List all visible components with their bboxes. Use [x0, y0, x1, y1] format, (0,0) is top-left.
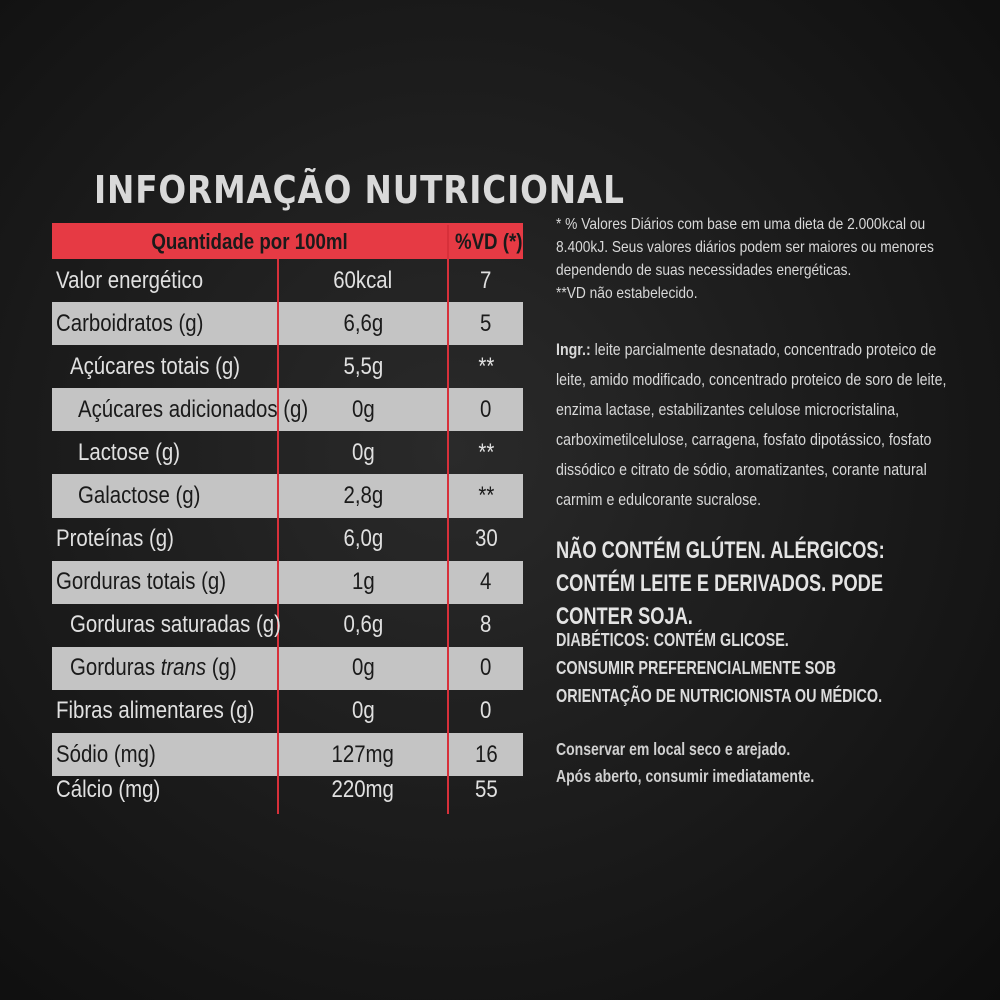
table-row	[52, 733, 523, 776]
nutrient-value: 0,6g	[278, 604, 448, 647]
allergen-warning	[556, 534, 956, 633]
diabetics-line-2: CONSUMIR PREFERENCIALMENTE SOB ORIENTAÇÃO DE NUTRICIONISTA OU MÉDICO.	[556, 658, 883, 706]
nutrient-vd: 7	[448, 259, 523, 302]
nutrient-name: Cálcio (mg)	[56, 776, 161, 804]
nutrient-name: Gorduras trans (g)	[52, 647, 278, 690]
nutrient-value: 2,8g	[278, 474, 448, 517]
table-row	[52, 388, 523, 431]
allergen-text: NÃO CONTÉM GLÚTEN. ALÉRGICOS: CONTÉM LEITE E DERIVADOS. PODE CONTER SOJA.	[556, 537, 885, 630]
ingredients-text: leite parcialmente desnatado, concentrado proteico de leite, amido modificado, concentrado proteico de soro de leite, enzima lactase, estabilizantes celulose microcristalina, carboximetilcelulose, carragena, fosfato dipotássico, fosfato dissódico e citrato de sódio, aromatizantes, corante natural carmim e edulcorante sucralose.	[556, 341, 947, 509]
storage-line-1: Conservar em local seco e arejado.	[556, 739, 791, 759]
table-row	[52, 647, 523, 690]
vd-footnote	[556, 213, 956, 305]
nutrition-title: INFORMAÇÃO NUTRICIONAL	[94, 168, 625, 212]
header-vd: %VD (*)	[448, 224, 523, 259]
nutrient-name: Lactose (g)	[78, 438, 181, 466]
nutrient-name: Gorduras totais (g)	[52, 561, 278, 604]
nutrient-value: 127mg	[278, 733, 448, 776]
nutrient-value: 60kcal	[278, 259, 448, 302]
nutrient-value: 5,5g	[278, 345, 448, 388]
nutrient-vd: **	[448, 345, 523, 388]
nutrient-name: Valor energético	[56, 266, 204, 294]
nutrition-table	[52, 223, 523, 814]
nutrient-name: Açúcares adicionados (g)	[52, 388, 278, 431]
nutrient-name: Sódio (mg)	[52, 733, 278, 776]
nutrient-vd: 16	[448, 733, 523, 776]
header-quantity: Quantidade por 100ml	[52, 224, 448, 259]
table-row	[52, 259, 523, 302]
nutrient-vd: 8	[448, 604, 523, 647]
nutrient-value: 220mg	[278, 776, 448, 814]
nutrient-name: Galactose (g)	[52, 474, 278, 517]
table-row	[52, 474, 523, 517]
table-row	[52, 776, 523, 814]
diabetics-warning	[556, 626, 956, 710]
table-row	[52, 561, 523, 604]
table-row	[52, 518, 523, 561]
nutrient-vd: **	[448, 431, 523, 474]
table-row	[52, 302, 523, 345]
nutrient-vd: 55	[448, 776, 523, 814]
nutrient-vd: 5	[448, 302, 523, 345]
table-row	[52, 431, 523, 474]
nutrient-name: Fibras alimentares (g)	[56, 697, 255, 725]
nutrient-value: 1g	[278, 561, 448, 604]
vd-note-text: * % Valores Diários com base em uma dieta de 2.000kcal ou 8.400kJ. Seus valores diários podem ser maiores ou menores dependendo de suas necessidades energéticas.	[556, 216, 934, 279]
nutrient-name: Carboidratos (g)	[52, 302, 278, 345]
storage-instructions	[556, 736, 956, 790]
nutrient-vd: **	[448, 474, 523, 517]
diabetics-line-1: DIABÉTICOS: CONTÉM GLICOSE.	[556, 630, 789, 650]
table-row	[52, 345, 523, 388]
table-row	[52, 690, 523, 733]
nutrient-value: 0g	[278, 647, 448, 690]
nutrient-name: Açúcares totais (g)	[70, 352, 241, 380]
nutrient-vd: 30	[448, 518, 523, 561]
nutrient-vd: 0	[448, 647, 523, 690]
table-row	[52, 604, 523, 647]
nutrient-vd: 0	[448, 690, 523, 733]
nutrient-value: 0g	[278, 690, 448, 733]
nutrient-value: 6,0g	[278, 518, 448, 561]
nutrient-value: 0g	[278, 388, 448, 431]
table-header-row	[52, 224, 523, 259]
ingredients-label: Ingr.:	[556, 341, 591, 359]
nutrient-value: 0g	[278, 431, 448, 474]
nutrient-name: Proteínas (g)	[56, 525, 174, 553]
storage-line-2: Após aberto, consumir imediatamente.	[556, 766, 815, 786]
nutrient-value: 6,6g	[278, 302, 448, 345]
nutrient-vd: 4	[448, 561, 523, 604]
vd-not-established: **VD não estabelecido.	[556, 285, 698, 302]
nutrient-name: Gorduras saturadas (g)	[70, 611, 281, 639]
nutrient-vd: 0	[448, 388, 523, 431]
ingredients-block	[556, 335, 956, 515]
